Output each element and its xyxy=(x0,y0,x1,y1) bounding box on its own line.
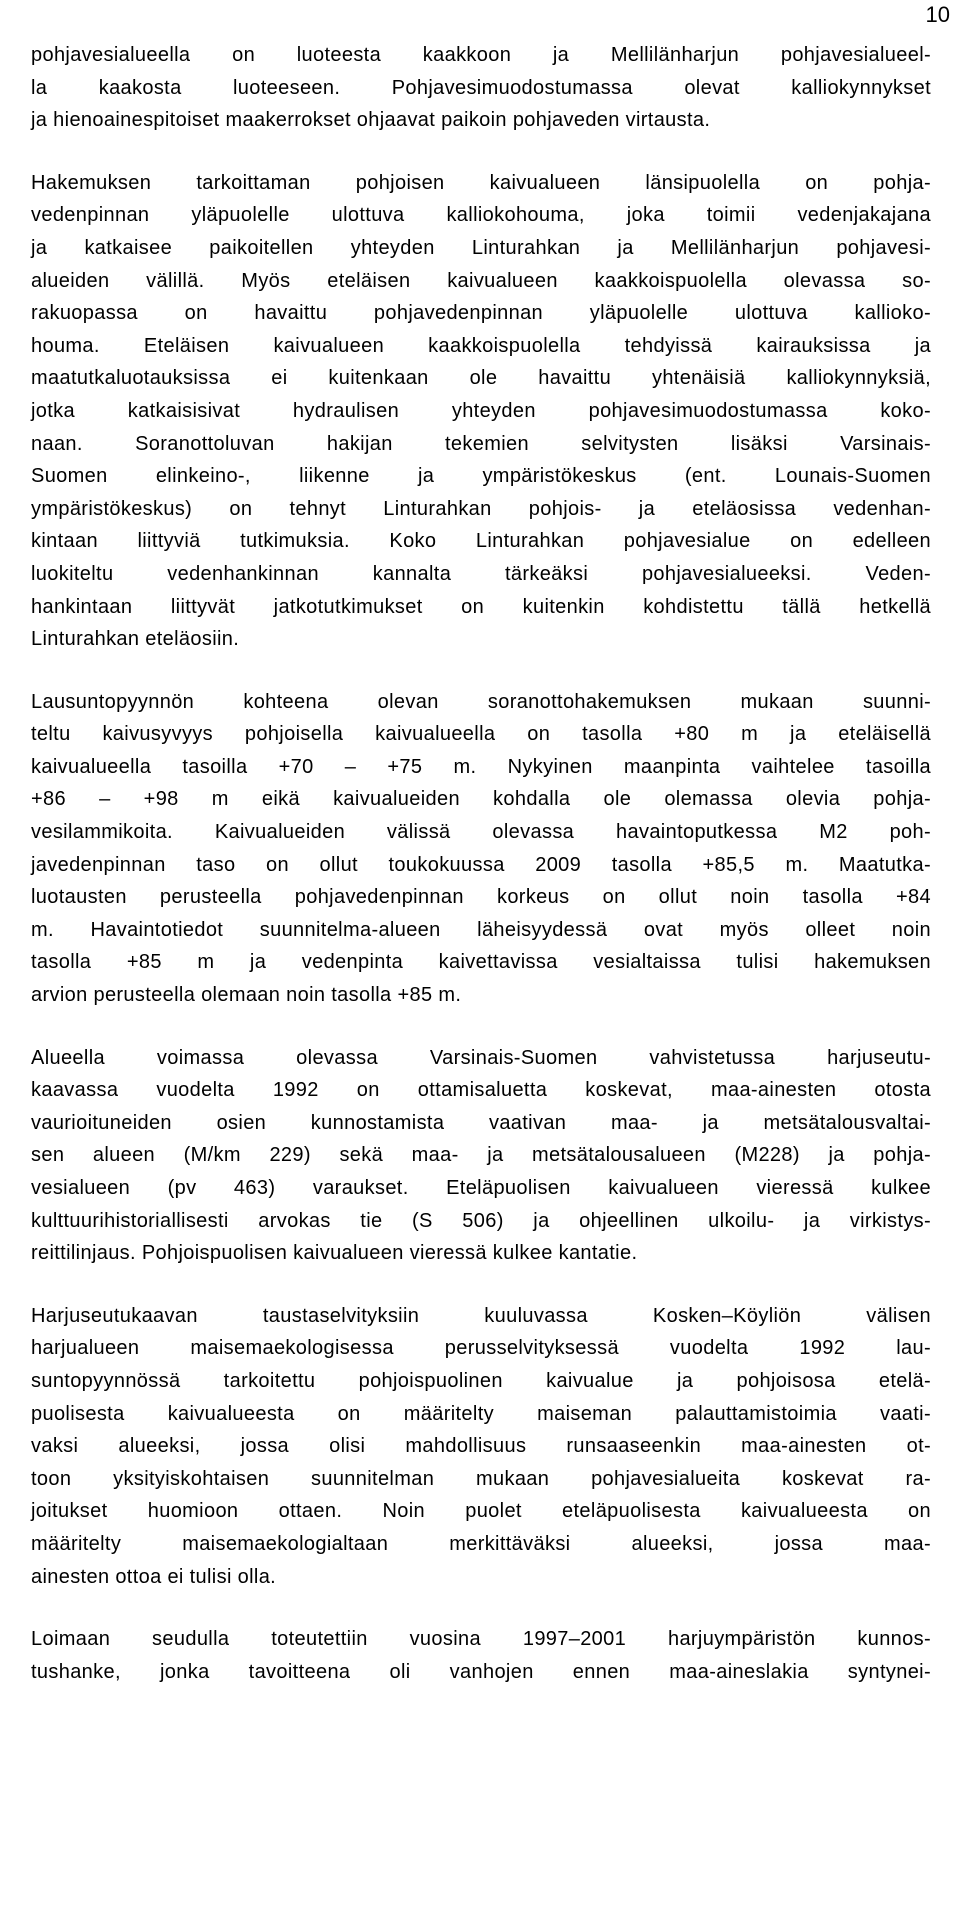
text-line: Hakemuksen tarkoittaman pohjoisen kaivualueen länsipuolella on pohja- xyxy=(31,171,931,194)
text-line: ympäristökeskus) on tehnyt Linturahkan pohjois- ja eteläosissa vedenhan- xyxy=(31,497,931,520)
text-line: vaurioituneiden osien kunnostamista vaativan maa- ja metsätalousvaltai- xyxy=(31,1111,931,1134)
text-line: vesilammikoita. Kaivualueiden välissä olevassa havaintoputkessa M2 poh- xyxy=(31,821,931,844)
text-line: ja katkaisee paikoitellen yhteyden Linturahkan ja Mellilänharjun pohjavesi- xyxy=(31,236,931,259)
text-line: suntopyynnössä tarkoitettu pohjoispuolinen kaivualue ja pohjoisosa etelä- xyxy=(31,1369,931,1392)
text-line: tasolla +85 m ja vedenpinta kaivettavissa vesialtaissa tulisi hakemuksen xyxy=(31,951,931,974)
paragraph-gap xyxy=(31,1593,931,1623)
text-line: reittilinjaus. Pohjoispuolisen kaivualueen vieressä kulkee kantatie. xyxy=(31,1242,638,1265)
text-line: kintaan liittyviä tutkimuksia. Koko Linturahkan pohjavesialue on edelleen xyxy=(31,530,931,553)
paragraph xyxy=(31,686,931,1012)
text-line: Lausuntopyynnön kohteena olevan soranottohakemuksen mukaan suunni- xyxy=(31,690,931,713)
text-line: vesialueen (pv 463) varaukset. Eteläpuolisen kaivualueen vieressä kulkee xyxy=(31,1177,931,1199)
text-line: +86 – +98 m eikä kaivualueiden kohdalla ole olemassa olevia pohja- xyxy=(31,788,931,811)
paragraph-gap xyxy=(31,1012,931,1042)
paragraph xyxy=(31,39,931,137)
text-line: Linturahkan eteläosiin. xyxy=(31,628,240,651)
text-line: vaksi alueeksi, jossa olisi mahdollisuus runsaaseenkin maa-ainesten ot- xyxy=(31,1435,931,1458)
text-line: kaavassa vuodelta 1992 on ottamisaluetta koskevat, maa-ainesten otosta xyxy=(31,1079,931,1102)
text-line: puolisesta kaivualueesta on määritelty maiseman palauttamistoimia vaati- xyxy=(31,1402,931,1425)
text-line: alueiden välillä. Myös eteläisen kaivualueen kaakkoispuolella olevassa so- xyxy=(31,269,931,292)
text-line: houma. Eteläisen kaivualueen kaakkoispuolella tehdyissä kairauksissa ja xyxy=(31,334,931,357)
paragraph xyxy=(31,167,931,656)
text-line: jotka katkaisisivat hydraulisen yhteyden pohjavesimuodostumassa koko- xyxy=(31,399,931,422)
text-line: Loimaan seudulla toteutettiin vuosina 1997–2001 harjuympäristön kunnos- xyxy=(31,1628,931,1651)
text-line: Alueella voimassa olevassa Varsinais-Suomen vahvistetussa harjuseutu- xyxy=(31,1046,931,1069)
text-line: sen alueen (M/km 229) sekä maa- ja metsätalousalueen (M228) ja pohja- xyxy=(31,1144,931,1167)
text-line: teltu kaivusyvyys pohjoisella kaivualueella on tasolla +80 m ja eteläisellä xyxy=(31,723,931,746)
text-line: maatutkaluotauksissa ei kuitenkaan ole havaittu yhtenäisiä kalliokynnyksiä, xyxy=(31,367,931,390)
text-line: kulttuurihistoriallisesti arvokas tie (S 506) ja ohjeellinen ulkoilu- ja virkistys- xyxy=(31,1209,931,1232)
text-line: Suomen elinkeino-, liikenne ja ympäristökeskus (ent. Lounais-Suomen xyxy=(31,465,931,488)
paragraph-gap xyxy=(31,656,931,686)
text-line: toon yksityiskohtaisen suunnitelman mukaan pohjavesialueita koskevat ra- xyxy=(31,1467,931,1490)
paragraph-gap xyxy=(31,137,931,167)
paragraph-gap xyxy=(31,1270,931,1300)
text-line: luokiteltu vedenhankinnan kannalta tärkeäksi pohjavesialueeksi. Veden- xyxy=(31,562,931,585)
text-line: määritelty maisemaekologialtaan merkittäväksi alueeksi, jossa maa- xyxy=(31,1532,931,1555)
text-line: pohjavesialueella on luoteesta kaakkoon ja Mellilänharjun pohjavesialueel- xyxy=(31,44,931,66)
text-line: joitukset huomioon ottaen. Noin puolet eteläpuolisesta kaivualueesta on xyxy=(31,1500,931,1523)
text-line: m. Havaintotiedot suunnitelma-alueen läheisyydessä ovat myös olleet noin xyxy=(31,918,931,941)
text-line: ainesten ottoa ei tulisi olla. xyxy=(31,1565,277,1588)
text-line: naan. Soranottoluvan hakijan tekemien selvitysten lisäksi Varsinais- xyxy=(31,432,931,455)
text-line: arvion perusteella olemaan noin tasolla +85 m. xyxy=(31,984,462,1007)
text-line: kaivualueella tasoilla +70 – +75 m. Nykyinen maanpinta vaihtelee tasoilla xyxy=(31,755,931,778)
body-text xyxy=(31,39,931,1688)
paragraph xyxy=(31,1042,931,1270)
text-line: luotausten perusteella pohjavedenpinnan korkeus on ollut noin tasolla +84 xyxy=(31,886,931,909)
page-number: 10 xyxy=(925,2,950,27)
text-line: javedenpinnan taso on ollut toukokuussa 2009 tasolla +85,5 m. Maatutka- xyxy=(31,853,931,876)
text-line: vedenpinnan yläpuolelle ulottuva kalliokohouma, joka toimii vedenjakajana xyxy=(31,204,931,227)
text-line: la kaakosta luoteeseen. Pohjavesimuodostumassa olevat kalliokynnykset xyxy=(31,76,931,99)
text-line: harjualueen maisemaekologisessa perusselvityksessä vuodelta 1992 lau- xyxy=(31,1337,931,1360)
text-line: ja hienoainespitoiset maakerrokset ohjaavat paikoin pohjaveden virtausta. xyxy=(31,109,711,132)
paragraph xyxy=(31,1623,931,1688)
text-line: rakuopassa on havaittu pohjavedenpinnan yläpuolelle ulottuva kalliokо- xyxy=(31,302,931,325)
paragraph xyxy=(31,1300,931,1593)
text-line: Harjuseutukaavan taustaselvityksiin kuuluvassa Kosken–Köyliön välisen xyxy=(31,1304,931,1327)
text-line: hankintaan liittyvät jatkotutkimukset on kuitenkin kohdistettu tällä hetkellä xyxy=(31,595,931,618)
text-line: tushanke, jonka tavoitteena oli vanhojen ennen maa-aineslakia syntynei- xyxy=(31,1660,931,1683)
